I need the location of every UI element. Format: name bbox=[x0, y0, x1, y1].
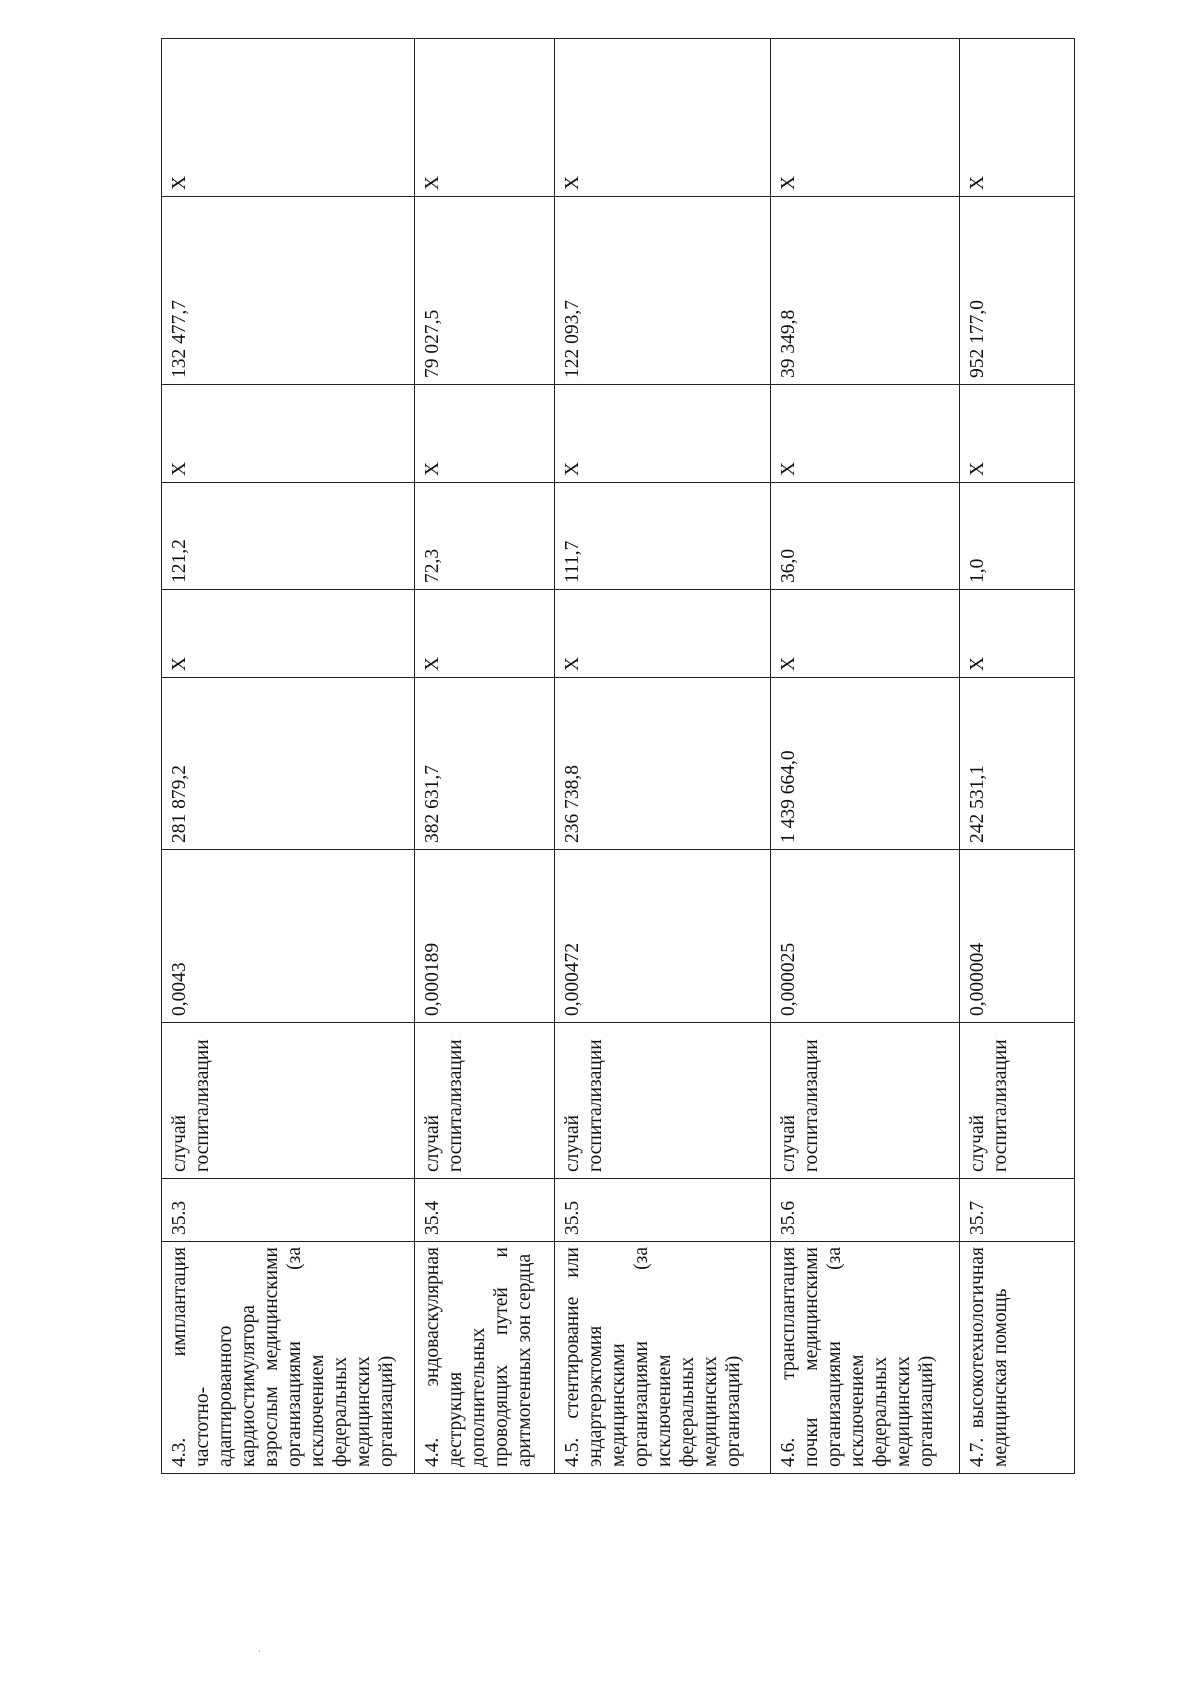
table-row bbox=[414, 39, 554, 1474]
table-row bbox=[162, 39, 415, 1474]
row-col9-cell: 122 093,7 bbox=[555, 197, 771, 385]
row-col10-cell: Х bbox=[959, 39, 1074, 197]
row-code-cell: 35.3 bbox=[162, 1179, 415, 1242]
row-col8-cell: Х bbox=[414, 385, 554, 483]
row-col7-cell: 36,0 bbox=[770, 483, 959, 590]
row-volume-norm-cell: 0,000189 bbox=[414, 850, 554, 1023]
row-cost-norm-cell: 281 879,2 bbox=[162, 678, 415, 850]
row-unit-cell: случай госпитализации bbox=[959, 1023, 1074, 1179]
row-name-cell: 4.7. высокотехнологичная медицинская помощь bbox=[959, 1242, 1074, 1474]
row-code-cell: 35.5 bbox=[555, 1179, 771, 1242]
row-col9-cell: 132 477,7 bbox=[162, 197, 415, 385]
row-col10-cell: Х bbox=[162, 39, 415, 197]
row-col6-cell: Х bbox=[414, 590, 554, 678]
table-row bbox=[770, 39, 959, 1474]
row-unit-cell: случай госпитализации bbox=[555, 1023, 771, 1179]
scan-speck bbox=[259, 1650, 260, 1652]
row-volume-norm-cell: 0,000004 bbox=[959, 850, 1074, 1023]
medical-care-norms-table bbox=[161, 38, 1075, 1474]
row-cost-norm-cell: 236 738,8 bbox=[555, 678, 771, 850]
row-col8-cell: Х bbox=[770, 385, 959, 483]
table-row bbox=[959, 39, 1074, 1474]
row-volume-norm-cell: 0,000025 bbox=[770, 850, 959, 1023]
row-col8-cell: Х bbox=[162, 385, 415, 483]
row-cost-norm-cell: 382 631,7 bbox=[414, 678, 554, 850]
row-name-cell: 4.5. стентирование или эндартерэктомия медицинскими организациями (за исключением федеральных медицинских организаций) bbox=[555, 1242, 771, 1474]
row-col7-cell: 111,7 bbox=[555, 483, 771, 590]
row-col9-cell: 39 349,8 bbox=[770, 197, 959, 385]
row-col8-cell: Х bbox=[555, 385, 771, 483]
row-col7-cell: 72,3 bbox=[414, 483, 554, 590]
row-col7-cell: 1,0 bbox=[959, 483, 1074, 590]
row-col7-cell: 121,2 bbox=[162, 483, 415, 590]
row-col10-cell: Х bbox=[770, 39, 959, 197]
row-volume-norm-cell: 0,000472 bbox=[555, 850, 771, 1023]
row-col6-cell: Х bbox=[555, 590, 771, 678]
row-volume-norm-cell: 0,0043 bbox=[162, 850, 415, 1023]
row-cost-norm-cell: 1 439 664,0 bbox=[770, 678, 959, 850]
row-cost-norm-cell: 242 531,1 bbox=[959, 678, 1074, 850]
row-col10-cell: Х bbox=[555, 39, 771, 197]
rotated-table-container bbox=[161, 39, 1075, 1474]
row-unit-cell: случай госпитализации bbox=[162, 1023, 415, 1179]
row-col10-cell: Х bbox=[414, 39, 554, 197]
row-name-cell: 4.3. имплантация частотно-адаптированного кардиостимулятора взрослым медицинскими организациями (за исключением федеральных медицинских организаций) bbox=[162, 1242, 415, 1474]
row-col6-cell: Х bbox=[959, 590, 1074, 678]
row-code-cell: 35.7 bbox=[959, 1179, 1074, 1242]
row-code-cell: 35.6 bbox=[770, 1179, 959, 1242]
row-name-cell: 4.4. эндоваскулярная деструкция дополнительных проводящих путей и аритмогенных зон сердца bbox=[414, 1242, 554, 1474]
row-col8-cell: Х bbox=[959, 385, 1074, 483]
row-col6-cell: Х bbox=[162, 590, 415, 678]
row-col6-cell: Х bbox=[770, 590, 959, 678]
row-unit-cell: случай госпитализации bbox=[414, 1023, 554, 1179]
row-col9-cell: 952 177,0 bbox=[959, 197, 1074, 385]
row-code-cell: 35.4 bbox=[414, 1179, 554, 1242]
row-col9-cell: 79 027,5 bbox=[414, 197, 554, 385]
row-unit-cell: случай госпитализации bbox=[770, 1023, 959, 1179]
row-name-cell: 4.6. трансплантация почки медицинскими организациями (за исключением федеральных медицинских организаций) bbox=[770, 1242, 959, 1474]
table-row bbox=[555, 39, 771, 1474]
